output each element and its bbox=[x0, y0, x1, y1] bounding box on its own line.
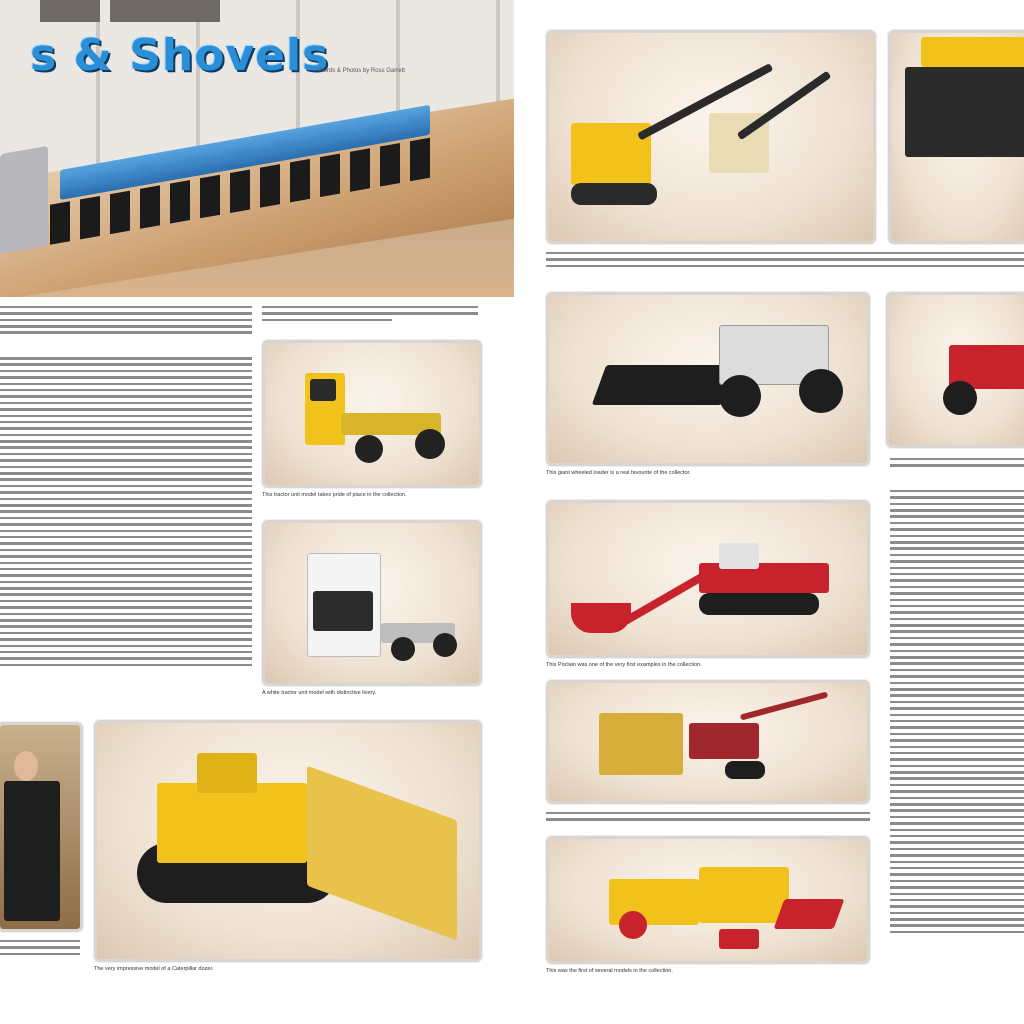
tracks bbox=[725, 761, 765, 779]
hero-photo bbox=[0, 0, 514, 297]
excavator-bucket bbox=[571, 603, 631, 633]
caption-red-excavator: This Poclain was one of the very first examples in the collection. bbox=[546, 662, 702, 668]
photo-red-tractor bbox=[886, 292, 1024, 448]
photo-excavator-pair bbox=[546, 680, 870, 804]
wheel bbox=[391, 637, 415, 661]
caption-tractor-unit-1: This tractor unit model takes pride of place in the collection. bbox=[262, 492, 407, 498]
wheel bbox=[415, 429, 445, 459]
photo-shovels bbox=[546, 30, 876, 244]
hero-window bbox=[110, 0, 220, 22]
caption-small-loaders: This was the first of several models in the collection. bbox=[546, 968, 673, 974]
wheel bbox=[799, 369, 843, 413]
hero-window bbox=[40, 0, 100, 22]
loader-bucket bbox=[774, 899, 845, 929]
caption-tractor-unit-2: A white tractor unit model with distinctive livery. bbox=[262, 690, 377, 696]
photo-dozer-large bbox=[94, 720, 482, 962]
machine-top bbox=[921, 37, 1024, 67]
photo-yellow-machine bbox=[888, 30, 1024, 244]
excavator-cab bbox=[719, 543, 759, 569]
photo-red-excavator bbox=[546, 500, 870, 658]
wheel bbox=[619, 911, 647, 939]
excavator-body bbox=[689, 723, 759, 759]
cab-window bbox=[310, 379, 336, 401]
dozer-body bbox=[157, 783, 307, 863]
caption-dozer: The very impressive model of a Caterpillar dozer. bbox=[94, 966, 214, 972]
loader-body-2 bbox=[699, 867, 789, 923]
article-byline: Words & Photos by Ross Garrett bbox=[318, 68, 405, 74]
caption-loader: This giant wheeled loader is a real favourite of the collector. bbox=[546, 470, 691, 476]
photo-tractor-unit-white bbox=[262, 520, 482, 686]
caption-excavator-pair bbox=[546, 808, 870, 828]
wheel bbox=[719, 375, 761, 417]
photo-small-loaders bbox=[546, 836, 870, 964]
caption-collector bbox=[0, 936, 80, 972]
truck-cab bbox=[0, 146, 48, 254]
photo-tractor-unit-yellow bbox=[262, 340, 482, 488]
dozer-cab bbox=[197, 753, 257, 793]
head bbox=[14, 751, 38, 781]
caption-block-top bbox=[262, 302, 478, 324]
body-text-column-1 bbox=[0, 302, 252, 702]
loader-bucket bbox=[592, 365, 737, 405]
grille bbox=[313, 591, 373, 631]
shovel-tracks bbox=[571, 183, 657, 205]
article-title: s & Shovels bbox=[30, 30, 330, 81]
dark-shirt bbox=[4, 781, 60, 921]
photo-collector bbox=[0, 722, 83, 932]
caption-tractor bbox=[890, 454, 1024, 472]
photo-wheel-loader bbox=[546, 292, 870, 466]
dozer-body bbox=[599, 713, 683, 775]
wheel bbox=[355, 435, 383, 463]
wheel bbox=[943, 381, 977, 415]
excavator-tracks bbox=[699, 593, 819, 615]
loader-bucket-2 bbox=[719, 929, 759, 949]
wheel bbox=[433, 633, 457, 657]
machine-dark bbox=[905, 67, 1024, 157]
body-text-column-right bbox=[890, 486, 1024, 966]
caption-shovels bbox=[546, 248, 1024, 276]
